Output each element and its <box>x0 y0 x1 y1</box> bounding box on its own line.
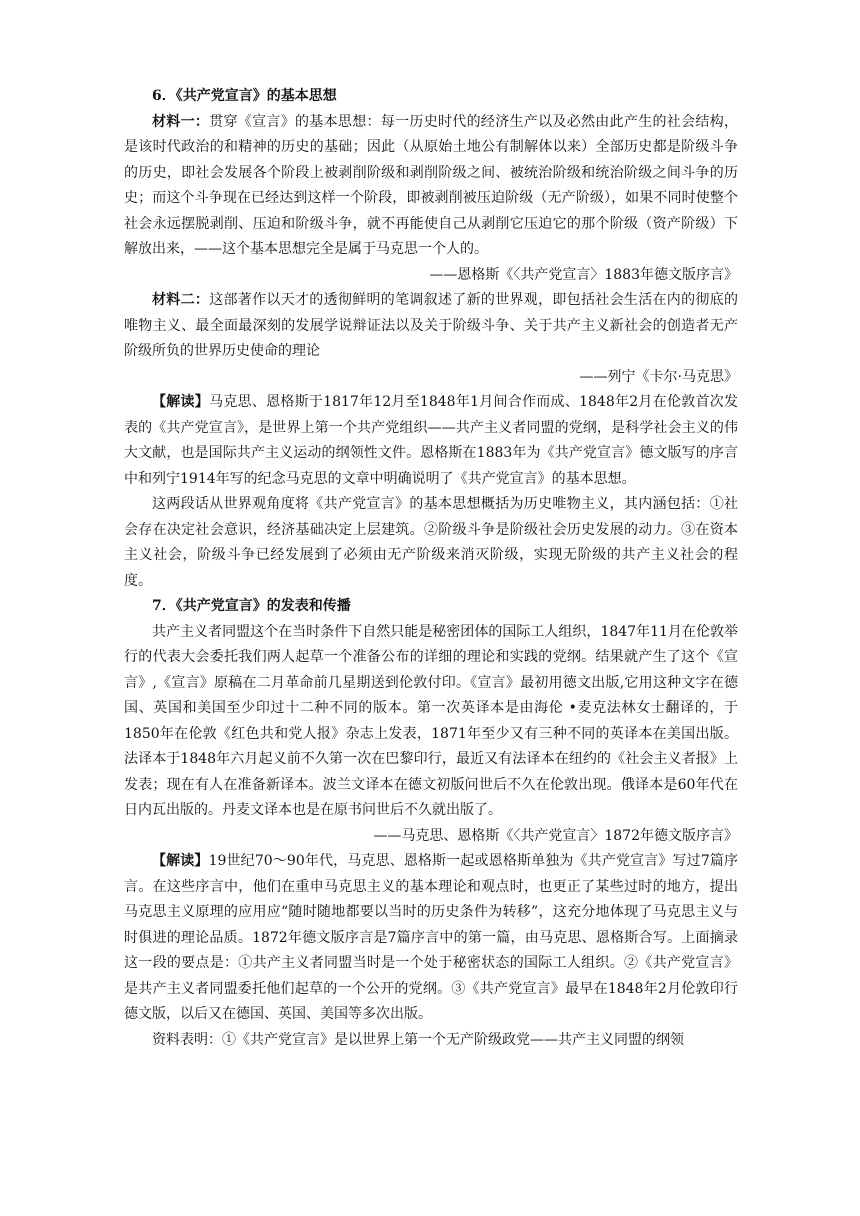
section-7-interpretation <box>124 849 738 1028</box>
material-2-text: 这部著作以天才的透彻鲜明的笔调叙述了新的世界观，即包括社会生活在内的彻底的唯物主义、最全面最深刻的发展学说辩证法以及关于阶级斗争、关于共产主义新社会的创造者无产阶级所负的世界历史使命的理论 <box>124 292 739 359</box>
section-7-heading: 7．《共产党宣言》的发表和传播 <box>152 598 351 614</box>
material-1-source: ——恩格斯《〈共产党宣言〉1883年德文版序言》 <box>429 266 738 283</box>
material-2-source: ——列宁《卡尔·马克思》 <box>579 368 738 385</box>
section-7-quote: 共产主义者同盟这个在当时条件下自然只能是秘密团体的国际工人组织，1847年11月在伦敦举行的代表大会委托我们两人起草一个准备公布的详细的理论和实践的党纲。结果就产生了这个《宣言》,《宣言》原稿在二月革命前几星期送到伦敦付印。《宣言》最初用德文出版,它用这种文字在德国、英国和美国至少印过十二种不同的版本。第一次英译本是由海伦 •麦克法林女士翻译的，于1850年在伦敦《红色共和党人报》杂志上发表，1871年至少又有三种不同的英译本在美国出版。法译本于1848年六月起义前不久第一次在巴黎印行，最近又有法译本在纽约的《社会主义者报》上发表；现在有人在准备新译本。波兰文译本在德文初版问世后不久在伦敦出现。俄译本是60年代在日内瓦出版的。丹麦文译本也是在原书问世后不久就出版了。 <box>124 623 738 818</box>
material-1-label: 材料一： <box>152 113 210 130</box>
interpretation-text: 马克思、恩格斯于1817年12月至1848年1月间合作而成、1848年2月在伦敦首次发表的《共产党宣言》，是世界上第一个共产党组织——共产主义者同盟的党纲，是科学社会主义的伟大文献，也是国际共产主义运动的纲领性文件。恩格斯在1883年为《共产党宣言》德文版写的序言中和列宁1914年写的纪念马克思的文章中明确说明了《共产党宣言》的基本思想。 <box>124 394 739 487</box>
material-1-paragraph <box>124 110 738 263</box>
interpretation-label: 【解读】 <box>152 394 210 410</box>
material-2-label: 材料二： <box>152 292 210 308</box>
interpretation-label: 【解读】 <box>152 853 209 869</box>
material-2-paragraph <box>124 288 738 365</box>
section-6-interpretation <box>124 390 738 492</box>
section-6-summary: 这两段话从世界观角度将《共产党宣言》的基本思想概括为历史唯物主义，其内涵包括：①社会存在决定社会意识，经济基础决定上层建筑。②阶级斗争是阶级社会历史发展的动力。③在资本主义社会，阶级斗争已经发展到了必须由无产阶级来消灭阶级，实现无阶级的共产主义社会的程度。 <box>124 496 738 589</box>
section-7-quote-source: ——马克思、恩格斯《〈共产党宣言〉1872年德文版序言》 <box>373 827 738 844</box>
interpretation-text: 19世纪70～90年代，马克思、恩格斯一起或恩格斯单独为《共产党宣言》写过7篇序言。在这些序言中，他们在重申马克思主义的基本理论和观点时，也更正了某些过时的地方，提出马克思主义原理的应用应“随时随地都要以当时的历史条件为转移”，这充分地体现了马克思主义与时俱进的理论品质。1872年德文版序言是7篇序言中的第一篇，由马克思、恩格斯合写。上面摘录这一段的要点是：①共产主义者同盟当时是一个处于秘密状态的国际工人组织。②《共产党宣言》是共产主义者同盟委托他们起草的一个公开的党纲。③《共产党宣言》最早在1848年2月伦敦印行德文版，以后又在德国、英国、美国等多次出版。 <box>124 853 739 1022</box>
section-6-heading: 6．《共产党宣言》的基本思想 <box>152 88 337 104</box>
material-1-text: 贯穿《宣言》的基本思想：每一历史时代的经济生产以及必然由此产生的社会结构，是该时代政治的和精神的历史的基础；因此（从原始土地公有制解体以来）全部历史都是阶级斗争的历史，即社会发展各个阶段上被剥削阶级和剥削阶级之间、被统治阶级和统治阶级之间斗争的历史；而这个斗争现在已经达到这样一个阶段，即被剥削被压迫阶级（无产阶级），如果不同时使整个社会永远摆脱剥削、压迫和阶级斗争，就不再能使自己从剥削它压迫它的那个阶级（资产阶级）下解放出来，——这个基本思想完全是属于马克思一个人的。 <box>124 113 739 257</box>
document-page <box>124 84 738 1053</box>
section-7-conclusion: 资料表明：①《共产党宣言》是以世界上第一个无产阶级政党——共产主义同盟的纲领 <box>152 1031 684 1048</box>
